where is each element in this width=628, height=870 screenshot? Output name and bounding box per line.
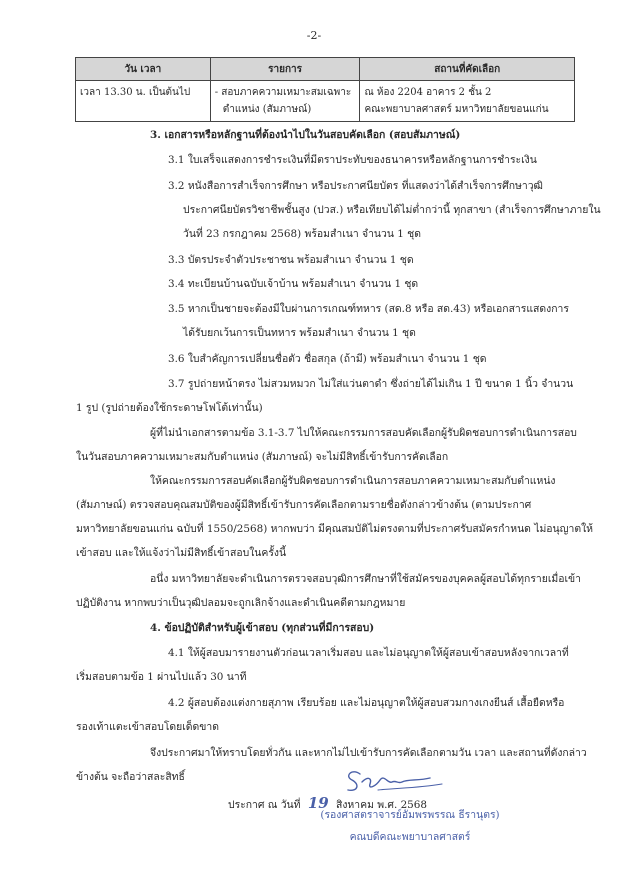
section4-heading: 4. ข้อปฏิบัติสำหรับผู้เข้าสอบ (ทุกส่วนที่มีการสอบ) (150, 622, 375, 634)
para1-line2: ในวันสอบภาคความเหมาะสมกับตำแหน่ง (สัมภาษณ์) จะไม่มีสิทธิ์เข้ารับการคัดเลือก (76, 451, 449, 463)
item-3-3: 3.3 บัตรประจำตัวประชาชน พร้อมสำเนา จำนวน 1 ชุด (168, 254, 414, 266)
closing-line2: ข้างต้น จะถือว่าสละสิทธิ์ (76, 771, 185, 783)
signatory-title: คณบดีคณะพยาบาลศาสตร์ (349, 831, 471, 843)
header-datetime: วัน เวลา (76, 58, 211, 81)
closing-line1: จึงประกาศมาให้ทราบโดยทั่วกัน และหากไม่ไปเข้ารับการคัดเลือกตามวัน เวลา และสถานที่ดังกล่าว (150, 747, 587, 759)
item-3-6: 3.6 ใบสำคัญการเปลี่ยนชื่อตัว ชื่อสกุล (ถ้ามี) พร้อมสำเนา จำนวน 1 ชุด (168, 353, 487, 365)
header-place: สถานที่คัดเลือก (360, 58, 575, 81)
item-3-7-line2: 1 รูป (รูปถ่ายต้องใช้กระดาษโฟโต้เท่านั้น) (76, 402, 263, 414)
page-number: -2- (306, 29, 322, 42)
item-3-5-line2: ได้รับยกเว้นการเป็นทหาร พร้อมสำเนา จำนวน 1 ชุด (183, 327, 416, 339)
item-4-2-line1: 4.2 ผู้สอบต้องแต่งกายสุภาพ เรียบร้อย และไม่อนุญาตให้ผู้สอบสวมกางเกงยีนส์ เสื้อยืดหรือ (168, 697, 565, 709)
cell-item: - สอบภาคความเหมาะสมเฉพาะ ตำแหน่ง (สัมภาษณ์) (210, 81, 360, 122)
announce-prefix: ประกาศ ณ วันที่ (228, 799, 301, 811)
header-item: รายการ (210, 58, 360, 81)
announce-day: 19 (307, 794, 329, 812)
table-header-row (76, 58, 575, 81)
item-4-1-line2: เริ่มสอบตามข้อ 1 ผ่านไปแล้ว 30 นาที (76, 671, 247, 683)
para2-line2: (สัมภาษณ์) ตรวจสอบคุณสมบัติของผู้มีสิทธิ์เข้ารับการคัดเลือกตามรายชื่อดังกล่าวข้างต้น (ตามประกาศ (76, 499, 532, 511)
para2-line4: เข้าสอบ และให้แจ้งว่าไม่มีสิทธิ์เข้าสอบในครั้งนี้ (76, 547, 287, 559)
item-3-7-line1: 3.7 รูปถ่ายหน้าตรง ไม่สวมหมวก ไม่ใส่แว่นตาดำ ซึ่งถ่ายได้ไม่เกิน 1 ปี ขนาด 1 นิ้ว จำนวน (168, 378, 574, 390)
announce-suffix: สิงหาคม พ.ศ. 2568 (336, 799, 428, 811)
item-3-2-line2: ประกาศนียบัตรวิชาชีพชั้นสูง (ปวส.) หรือเทียบได้ไม่ต่ำกว่านี้ ทุกสาขา (สำเร็จการศึกษาภายใน (183, 204, 601, 216)
signature-scribble (338, 762, 458, 798)
para3-line2: ปฏิบัติงาน หากพบว่าเป็นวุฒิปลอมจะถูกเลิกจ้างและดำเนินคดีตามกฎหมาย (76, 597, 406, 609)
cell-place: ณ ห้อง 2204 อาคาร 2 ชั้น 2 คณะพยาบาลศาสตร์ มหาวิทยาลัยขอนแก่น (360, 81, 575, 122)
signatory-name: (รองศาสตราจารย์อัมพรพรรณ ธีรานุตร) (320, 809, 500, 821)
table-row (76, 81, 575, 122)
para2-line1: ให้คณะกรรมการสอบคัดเลือกผู้รับผิดชอบการดำเนินการสอบภาคความเหมาะสมกับตำแหน่ง (150, 475, 556, 487)
item-4-2-line2: รองเท้าแตะเข้าสอบโดยเด็ดขาด (76, 721, 219, 733)
item-3-2-line1: 3.2 หนังสือการสำเร็จการศึกษา หรือประกาศนียบัตร ที่แสดงว่าได้สำเร็จการศึกษาวุฒิ (168, 180, 543, 192)
schedule-table (75, 57, 575, 122)
para1-line1: ผู้ที่ไม่นำเอกสารตามข้อ 3.1-3.7 ไปให้คณะกรรมการสอบคัดเลือกผู้รับผิดชอบการดำเนินการสอบ (150, 427, 577, 439)
item-4-1-line1: 4.1 ให้ผู้สอบมารายงานตัวก่อนเวลาเริ่มสอบ และไม่อนุญาตให้ผู้สอบเข้าสอบหลังจากเวลาที่ (168, 647, 569, 659)
item-3-5-line1: 3.5 หากเป็นชายจะต้องมีใบผ่านการเกณฑ์ทหาร (สด.8 หรือ สด.43) หรือเอกสารแสดงการ (168, 303, 569, 315)
para3-line1: อนึ่ง มหาวิทยาลัยจะดำเนินการตรวจสอบวุฒิการศึกษาที่ใช้สมัครของบุคคลผู้สอบได้ทุกรายเมื่อเข้า (150, 573, 581, 585)
item-3-1: 3.1 ใบเสร็จแสดงการชำระเงินที่มีตราประทับของธนาคารหรือหลักฐานการชำระเงิน (168, 154, 537, 166)
item-3-4: 3.4 ทะเบียนบ้านฉบับเจ้าบ้าน พร้อมสำเนา จำนวน 1 ชุด (168, 278, 419, 290)
cell-time: เวลา 13.30 น. เป็นต้นไป (76, 81, 211, 122)
item-3-2-line3: วันที่ 23 กรกฎาคม 2568) พร้อมสำเนา จำนวน 1 ชุด (183, 228, 421, 240)
section3-heading: 3. เอกสารหรือหลักฐานที่ต้องนำไปในวันสอบคัดเลือก (สอบสัมภาษณ์) (150, 129, 461, 141)
para2-line3: มหาวิทยาลัยขอนแก่น ฉบับที่ 1550/2568) หากพบว่า มีคุณสมบัติไม่ตรงตามที่ประกาศรับสมัครกำหนด ไม่อนุญาตให้ (76, 523, 594, 535)
